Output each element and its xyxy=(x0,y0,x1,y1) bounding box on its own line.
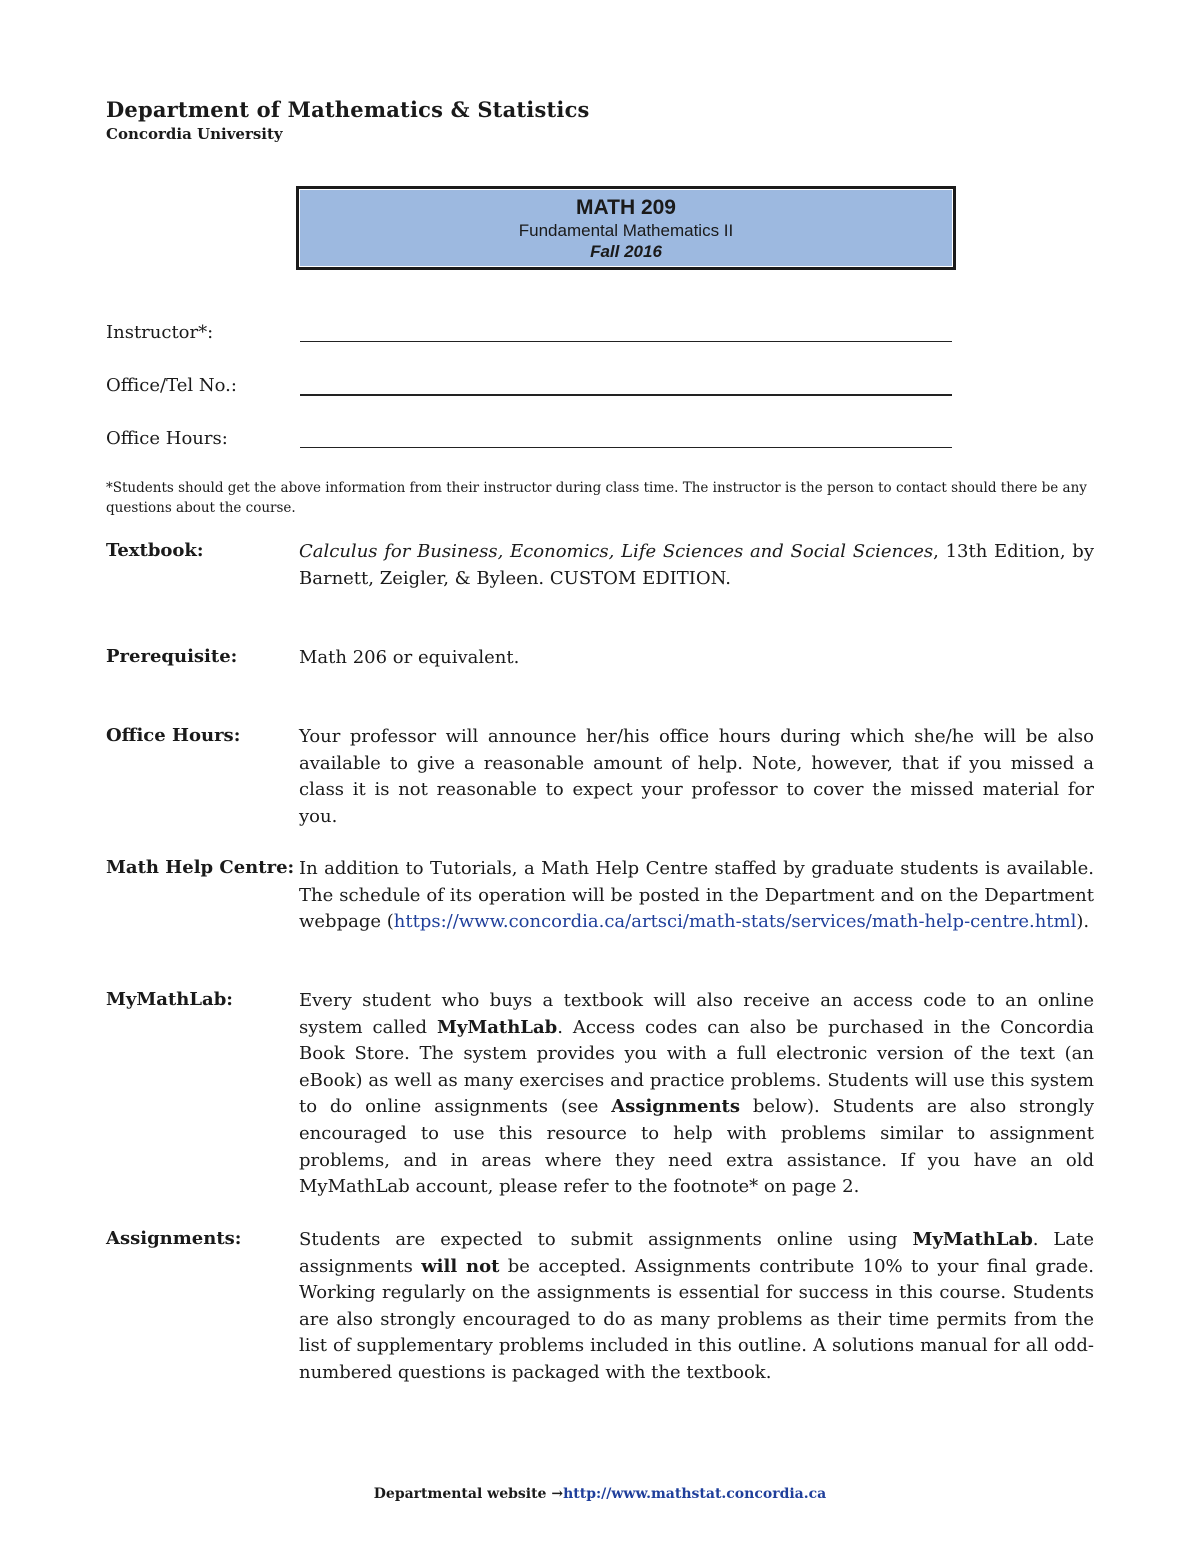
office-hours-label: Office Hours: xyxy=(106,725,241,746)
instructor-blank-line xyxy=(300,341,952,342)
mymathlab-part-2: . Access codes can also be purchased in the Concordia Book Store. The system provides you with a full electronic version of the text (an eBook) as well as many exercises and practice problems. Students will use this system to do online assignments (see xyxy=(299,1016,1095,1118)
office-hours-blank-line xyxy=(300,447,952,448)
textbook-text xyxy=(299,539,1094,592)
mymathlab-part-1: Every student who buys a textbook will also receive an access code to an online system called xyxy=(299,990,1094,1038)
prerequisite-label: Prerequisite: xyxy=(106,646,238,667)
footer-website-link[interactable]: http://www.mathstat.concordia.ca xyxy=(563,1486,827,1502)
office-tel-blank-line xyxy=(300,394,952,396)
assignments-bold-mymathlab: MyMathLab xyxy=(912,1229,1033,1250)
mymathlab-part-3: below). Students are also strongly encouraged to use this resource to help with problems similar to assignment problems, and in areas where they need extra assistance. If you have an old MyMathLab account, please refer to the footnote* on page 2. xyxy=(299,1096,1094,1198)
help-centre-body: In addition to Tutorials, a Math Help Centre staffed by graduate students is available. The schedule of its operation will be posted in the Department and on the Department webpage ( xyxy=(299,858,1094,933)
help-centre-tail: ). xyxy=(1076,911,1090,933)
assignments-part-1: Students are expected to submit assignments online using xyxy=(299,1229,913,1250)
course-code: MATH 209 xyxy=(576,196,676,219)
office-hours-field-label: Office Hours: xyxy=(106,428,228,449)
office-hours-text: Your professor will announce her/his office hours during which she/he will be also available to give a reasonable amount of help. Note, however, that if you missed a class it is not reasonable to expect your professor to cover the missed material for you. xyxy=(299,726,1094,827)
mymathlab-label: MyMathLab: xyxy=(106,989,233,1010)
office-tel-label: Office/Tel No.: xyxy=(106,375,237,396)
course-name: Fundamental Mathematics II xyxy=(518,221,734,240)
assignments-label: Assignments: xyxy=(106,1228,242,1249)
math-help-centre-label: Math Help Centre: xyxy=(106,857,295,878)
assignments-text xyxy=(299,1227,1094,1387)
textbook-label: Textbook: xyxy=(106,540,204,561)
instructor-label: Instructor*: xyxy=(106,322,214,343)
math-help-centre-text xyxy=(299,856,1094,936)
mymathlab-bold-assignments: Assignments xyxy=(611,1096,740,1118)
assignments-part-3: be accepted. Assignments contribute 10% to your final grade. Working regularly on the assignments is essential for success in this course. Students are also strongly encouraged to do as many problems as their time permits from the list of supplementary problems included in this outline. A solutions manual for all odd-numbered questions is packaged with the textbook. xyxy=(299,1255,1095,1383)
textbook-details: , 13th Edition, by Barnett, Zeigler, & Byleen. CUSTOM EDITION. xyxy=(299,541,1094,589)
course-title-box xyxy=(296,186,956,270)
textbook-title: Calculus for Business, Economics, Life Sciences and Social Sciences xyxy=(299,541,934,562)
instructor-info-note: *Students should get the above information from their instructor during class time. The instructor is the person to contact should there be any questions about the course. xyxy=(106,480,1087,516)
page-footer xyxy=(0,1486,1200,1502)
assignments-bold-will-not: will not xyxy=(421,1255,500,1277)
university-name: Concordia University xyxy=(106,125,283,143)
footer-label: Departmental website → xyxy=(373,1486,564,1502)
prerequisite-text: Math 206 or equivalent. xyxy=(299,647,520,668)
mymathlab-bold-name: MyMathLab xyxy=(436,1016,558,1038)
mymathlab-text xyxy=(299,988,1094,1201)
course-term: Fall 2016 xyxy=(590,242,662,261)
department-heading: Department of Mathematics & Statistics xyxy=(106,97,590,122)
assignments-part-2: . Late assignments xyxy=(299,1229,1094,1277)
help-centre-link[interactable]: https://www.concordia.ca/artsci/math-stats/services/math-help-centre.html xyxy=(393,911,1077,933)
